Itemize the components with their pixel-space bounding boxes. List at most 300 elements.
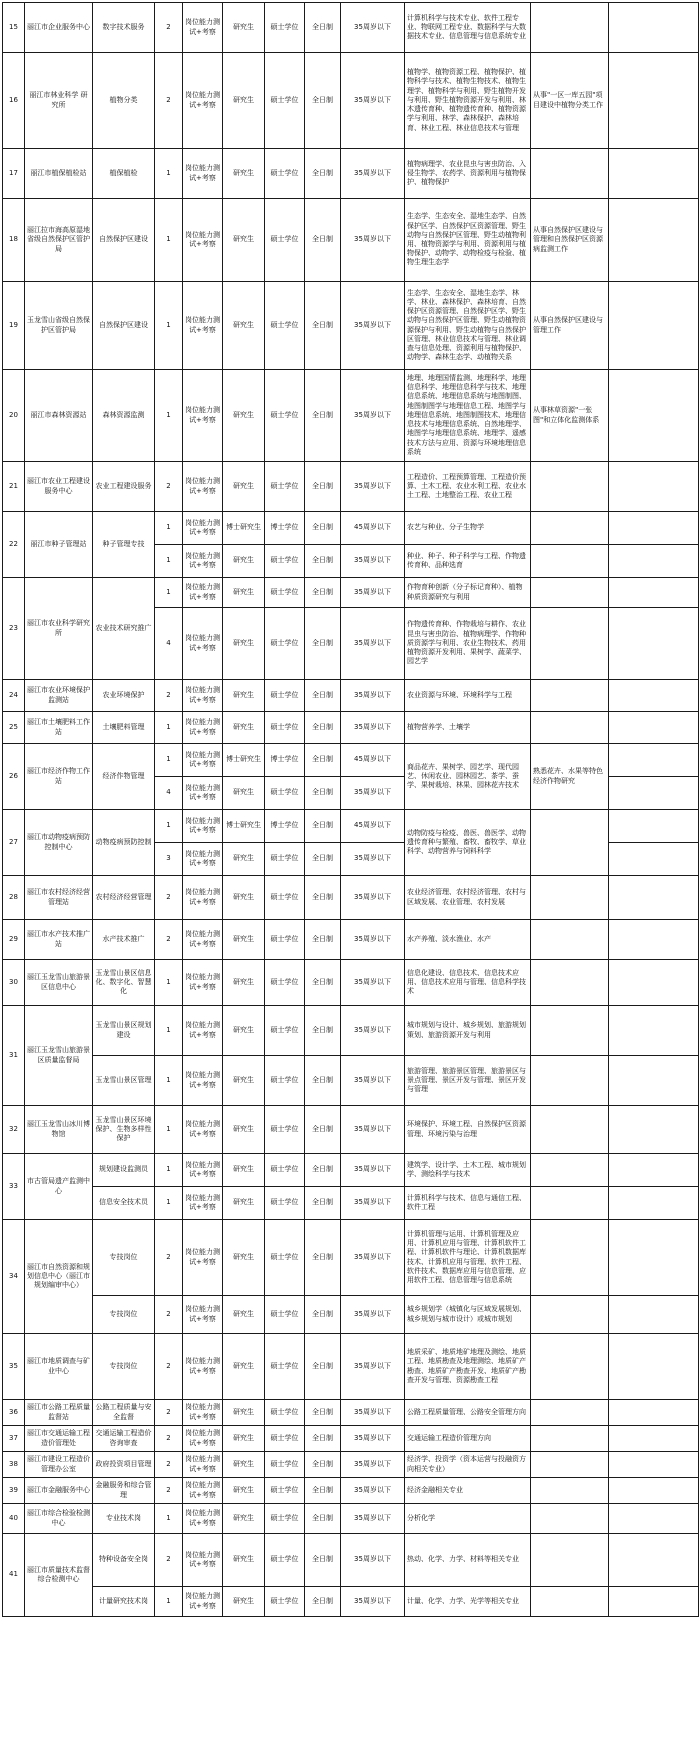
degree-cell: 硕士学位 [265, 545, 305, 578]
remarks-cell [609, 810, 699, 843]
exam-method-cell: 岗位能力测试+考察 [183, 744, 223, 777]
post-name-cell: 植保植检 [93, 149, 155, 199]
post-name-cell: 植物分类 [93, 53, 155, 149]
table-row [3, 1296, 699, 1334]
exam-method-cell: 岗位能力测试+考察 [183, 1220, 223, 1296]
age-limit-cell: 35周岁以下 [341, 1452, 405, 1478]
study-mode-cell: 全日制 [305, 1187, 341, 1220]
row-number-cell: 23 [3, 578, 25, 680]
remarks-cell [609, 1587, 699, 1617]
row-number-cell: 27 [3, 810, 25, 876]
remarks-cell [609, 1504, 699, 1534]
unit-name-cell: 丽江市金融服务中心 [25, 1478, 93, 1504]
education-cell: 研究生 [223, 1426, 265, 1452]
unit-name-cell: 市古管局遗产监测中心 [25, 1154, 93, 1220]
degree-cell: 硕士学位 [265, 578, 305, 608]
education-cell: 研究生 [223, 777, 265, 810]
other-requirement-cell [531, 3, 609, 53]
post-name-cell: 专技岗位 [93, 1334, 155, 1400]
unit-name-cell: 丽江市土壤肥料工作站 [25, 712, 93, 744]
unit-name-cell: 丽江市地质调查与矿业中心 [25, 1334, 93, 1400]
study-mode-cell: 全日制 [305, 712, 341, 744]
exam-method-cell: 岗位能力测试+考察 [183, 53, 223, 149]
row-number-cell: 33 [3, 1154, 25, 1220]
row-number-cell: 26 [3, 744, 25, 810]
row-number-cell: 25 [3, 712, 25, 744]
major-requirement-cell: 信息化建设、信息技术、信息技术应用、信息技术应用与管理、信息科学技术 [405, 960, 531, 1006]
degree-cell: 硕士学位 [265, 777, 305, 810]
row-number-cell: 36 [3, 1400, 25, 1426]
unit-name-cell: 丽江市农业科学研究所 [25, 578, 93, 680]
hire-count-cell: 2 [155, 1452, 183, 1478]
degree-cell: 硕士学位 [265, 1106, 305, 1154]
table-row [3, 1056, 699, 1106]
age-limit-cell: 35周岁以下 [341, 1426, 405, 1452]
degree-cell: 硕士学位 [265, 53, 305, 149]
row-number-cell: 38 [3, 1452, 25, 1478]
table-row [3, 1106, 699, 1154]
table-row [3, 149, 699, 199]
age-limit-cell: 35周岁以下 [341, 1587, 405, 1617]
row-number-cell: 17 [3, 149, 25, 199]
major-requirement-cell: 建筑学、设计学、土木工程、城市规划学、测绘科学与技术 [405, 1154, 531, 1187]
row-number-cell: 32 [3, 1106, 25, 1154]
other-requirement-cell [531, 1400, 609, 1426]
hire-count-cell: 1 [155, 1187, 183, 1220]
table-row [3, 1452, 699, 1478]
exam-method-cell: 岗位能力测试+考察 [183, 1534, 223, 1587]
degree-cell: 硕士学位 [265, 370, 305, 462]
other-requirement-cell [531, 1587, 609, 1617]
post-name-cell: 水产技术推广 [93, 920, 155, 960]
study-mode-cell: 全日制 [305, 1587, 341, 1617]
education-cell: 博士研究生 [223, 512, 265, 545]
study-mode-cell: 全日制 [305, 149, 341, 199]
age-limit-cell: 35周岁以下 [341, 53, 405, 149]
unit-name-cell: 丽江市森林资源站 [25, 370, 93, 462]
study-mode-cell: 全日制 [305, 608, 341, 680]
education-cell: 研究生 [223, 1154, 265, 1187]
major-requirement-cell: 水产养殖、淡水渔业、水产 [405, 920, 531, 960]
table-row [3, 1220, 699, 1296]
table-row [3, 578, 699, 608]
other-requirement-cell [531, 1296, 609, 1334]
table-row [3, 370, 699, 462]
hire-count-cell: 2 [155, 1478, 183, 1504]
hire-count-cell: 2 [155, 1334, 183, 1400]
degree-cell: 博士学位 [265, 744, 305, 777]
row-number-cell: 20 [3, 370, 25, 462]
education-cell: 研究生 [223, 578, 265, 608]
exam-method-cell: 岗位能力测试+考察 [183, 199, 223, 282]
table-row [3, 712, 699, 744]
remarks-cell [609, 1106, 699, 1154]
row-number-cell: 31 [3, 1006, 25, 1106]
hire-count-cell: 4 [155, 777, 183, 810]
age-limit-cell: 35周岁以下 [341, 1006, 405, 1056]
other-requirement-cell [531, 1426, 609, 1452]
major-requirement-cell: 植物病理学、农业昆虫与害虫防治、入侵生物学、农药学、资源利用与植物保护、植物保护 [405, 149, 531, 199]
major-requirement-cell: 旅游管理、旅游景区管理、旅游景区与景点管理、景区开发与管理、景区开发与管理 [405, 1056, 531, 1106]
unit-name-cell: 丽江市企业服务中心 [25, 3, 93, 53]
degree-cell: 硕士学位 [265, 1426, 305, 1452]
row-number-cell: 16 [3, 53, 25, 149]
degree-cell: 硕士学位 [265, 920, 305, 960]
education-cell: 研究生 [223, 1452, 265, 1478]
major-requirement-cell: 生态学、生态安全、湿地生态学、自然保护区学、自然保护区资源管理、野生动物与自然保护区管理、野生动植物利用、植物资源学与利用、资源利用与植物保护、动物学、动物检疫与检验、植物生理生态学 [405, 199, 531, 282]
other-requirement-cell [531, 462, 609, 512]
degree-cell: 硕士学位 [265, 1452, 305, 1478]
study-mode-cell: 全日制 [305, 1056, 341, 1106]
hire-count-cell: 1 [155, 960, 183, 1006]
exam-method-cell: 岗位能力测试+考察 [183, 1334, 223, 1400]
unit-name-cell: 丽江玉龙雪山旅游景区质量监督局 [25, 1006, 93, 1106]
hire-count-cell: 2 [155, 1220, 183, 1296]
exam-method-cell: 岗位能力测试+考察 [183, 545, 223, 578]
other-requirement-cell: 熟悉花卉、水果等特色经济作物研究 [531, 744, 609, 810]
unit-name-cell: 丽江市水产技术推广站 [25, 920, 93, 960]
education-cell: 研究生 [223, 712, 265, 744]
remarks-cell [609, 1534, 699, 1587]
hire-count-cell: 1 [155, 1106, 183, 1154]
exam-method-cell: 岗位能力测试+考察 [183, 777, 223, 810]
study-mode-cell: 全日制 [305, 578, 341, 608]
post-name-cell: 信息安全技术员 [93, 1187, 155, 1220]
exam-method-cell: 岗位能力测试+考察 [183, 282, 223, 370]
major-requirement-cell: 农艺与种业、分子生物学 [405, 512, 531, 545]
table-row [3, 199, 699, 282]
degree-cell: 硕士学位 [265, 199, 305, 282]
study-mode-cell: 全日制 [305, 960, 341, 1006]
study-mode-cell: 全日制 [305, 680, 341, 712]
row-number-cell: 21 [3, 462, 25, 512]
row-number-cell: 41 [3, 1534, 25, 1617]
exam-method-cell: 岗位能力测试+考察 [183, 1478, 223, 1504]
remarks-cell [609, 920, 699, 960]
age-limit-cell: 35周岁以下 [341, 462, 405, 512]
age-limit-cell: 35周岁以下 [341, 920, 405, 960]
remarks-cell [609, 370, 699, 462]
unit-name-cell: 丽江市质量技术监督综合检测中心 [25, 1534, 93, 1617]
remarks-cell [609, 876, 699, 920]
post-name-cell: 专技岗位 [93, 1296, 155, 1334]
hire-count-cell: 2 [155, 462, 183, 512]
other-requirement-cell: 从事自然保护区建设与管理和自然保护区资源病监测工作 [531, 199, 609, 282]
major-requirement-cell: 经济学、投资学（资本运营与投融资方向相关专业） [405, 1452, 531, 1478]
table-row [3, 3, 699, 53]
exam-method-cell: 岗位能力测试+考察 [183, 1400, 223, 1426]
other-requirement-cell: 从事林草资源"一张图"和立体化监测体系 [531, 370, 609, 462]
major-requirement-cell: 地质采矿、地质地矿地理及测绘、地质工程、地质勘查及地理测绘、地质矿产勘查、地质矿产勘查开发、地质矿产勘查开发与管理、资源勘查工程 [405, 1334, 531, 1400]
exam-method-cell: 岗位能力测试+考察 [183, 680, 223, 712]
age-limit-cell: 35周岁以下 [341, 1220, 405, 1296]
other-requirement-cell [531, 712, 609, 744]
post-name-cell: 专技岗位 [93, 1220, 155, 1296]
degree-cell: 硕士学位 [265, 876, 305, 920]
hire-count-cell: 1 [155, 1154, 183, 1187]
education-cell: 研究生 [223, 199, 265, 282]
exam-method-cell: 岗位能力测试+考察 [183, 578, 223, 608]
row-number-cell: 30 [3, 960, 25, 1006]
age-limit-cell: 35周岁以下 [341, 712, 405, 744]
remarks-cell [609, 608, 699, 680]
row-number-cell: 24 [3, 680, 25, 712]
hire-count-cell: 1 [155, 1504, 183, 1534]
study-mode-cell: 全日制 [305, 545, 341, 578]
remarks-cell [609, 462, 699, 512]
post-name-cell: 种子管理专技 [93, 512, 155, 578]
post-name-cell: 计量研究技术岗 [93, 1587, 155, 1617]
row-number-cell: 29 [3, 920, 25, 960]
major-requirement-cell: 动物防疫与检疫、兽医、兽医学、动物遗传育种与繁殖、畜牧、畜牧学、草业科学、动物营养与饲料科学 [405, 810, 531, 876]
study-mode-cell: 全日制 [305, 3, 341, 53]
study-mode-cell: 全日制 [305, 843, 341, 876]
post-name-cell: 公路工程质量与安全监督 [93, 1400, 155, 1426]
education-cell: 研究生 [223, 1106, 265, 1154]
major-requirement-cell: 计算机管理与运用、计算机管理及应用、计算机应用与管理、计算机软件工程、计算机软件与理论、计算机数据库技术、计算机应用与管理、软件工程、软件技术、数据库应用与信息管理、应用软件工程、信息管理与信息系统 [405, 1220, 531, 1296]
post-name-cell: 玉龙雪山景区信息化、数字化、智慧化 [93, 960, 155, 1006]
age-limit-cell: 35周岁以下 [341, 1334, 405, 1400]
table-row [3, 876, 699, 920]
hire-count-cell: 2 [155, 680, 183, 712]
study-mode-cell: 全日制 [305, 370, 341, 462]
age-limit-cell: 35周岁以下 [341, 1478, 405, 1504]
hire-count-cell: 1 [155, 578, 183, 608]
other-requirement-cell [531, 1154, 609, 1187]
hire-count-cell: 1 [155, 545, 183, 578]
remarks-cell [609, 1187, 699, 1220]
remarks-cell [609, 53, 699, 149]
hire-count-cell: 4 [155, 608, 183, 680]
post-name-cell: 玉龙雪山景区规划建设 [93, 1006, 155, 1056]
education-cell: 研究生 [223, 149, 265, 199]
remarks-cell [609, 578, 699, 608]
exam-method-cell: 岗位能力测试+考察 [183, 462, 223, 512]
unit-name-cell: 丽江玉龙雪山冰川博物馆 [25, 1106, 93, 1154]
study-mode-cell: 全日制 [305, 1534, 341, 1587]
unit-name-cell: 丽江市种子管理站 [25, 512, 93, 578]
unit-name-cell: 丽江市林业科学 研究所 [25, 53, 93, 149]
remarks-cell [609, 1334, 699, 1400]
remarks-cell [609, 1056, 699, 1106]
age-limit-cell: 35周岁以下 [341, 282, 405, 370]
exam-method-cell: 岗位能力测试+考察 [183, 608, 223, 680]
degree-cell: 硕士学位 [265, 1296, 305, 1334]
table-row [3, 282, 699, 370]
hire-count-cell: 1 [155, 282, 183, 370]
other-requirement-cell [531, 1056, 609, 1106]
row-number-cell: 19 [3, 282, 25, 370]
remarks-cell [609, 1426, 699, 1452]
exam-method-cell: 岗位能力测试+考察 [183, 876, 223, 920]
age-limit-cell: 45周岁以下 [341, 744, 405, 777]
remarks-cell [609, 1478, 699, 1504]
other-requirement-cell [531, 1504, 609, 1534]
exam-method-cell: 岗位能力测试+考察 [183, 1452, 223, 1478]
hire-count-cell: 1 [155, 1587, 183, 1617]
post-name-cell: 玉龙雪山景区管理 [93, 1056, 155, 1106]
post-name-cell: 数字技术服务 [93, 3, 155, 53]
age-limit-cell: 35周岁以下 [341, 777, 405, 810]
degree-cell: 硕士学位 [265, 1478, 305, 1504]
unit-name-cell: 丽江拉市海高原湿地省级自然保护区管护局 [25, 199, 93, 282]
hire-count-cell: 2 [155, 53, 183, 149]
education-cell: 研究生 [223, 53, 265, 149]
exam-method-cell: 岗位能力测试+考察 [183, 1154, 223, 1187]
study-mode-cell: 全日制 [305, 1296, 341, 1334]
remarks-cell [609, 512, 699, 545]
hire-count-cell: 2 [155, 1534, 183, 1587]
age-limit-cell: 35周岁以下 [341, 608, 405, 680]
other-requirement-cell [531, 680, 609, 712]
major-requirement-cell: 城市规划与设计、城乡规划、旅游规划策划、旅游资源开发与利用 [405, 1006, 531, 1056]
remarks-cell [609, 1154, 699, 1187]
other-requirement-cell [531, 149, 609, 199]
education-cell: 研究生 [223, 680, 265, 712]
other-requirement-cell [531, 545, 609, 578]
post-name-cell: 规划建设监测员 [93, 1154, 155, 1187]
row-number-cell: 40 [3, 1504, 25, 1534]
remarks-cell [609, 777, 699, 810]
age-limit-cell: 45周岁以下 [341, 810, 405, 843]
education-cell: 研究生 [223, 282, 265, 370]
post-name-cell: 农业工程建设服务 [93, 462, 155, 512]
hire-count-cell: 1 [155, 149, 183, 199]
row-number-cell: 15 [3, 3, 25, 53]
education-cell: 研究生 [223, 1220, 265, 1296]
degree-cell: 硕士学位 [265, 1056, 305, 1106]
unit-name-cell: 丽江市综合检验检测中心 [25, 1504, 93, 1534]
exam-method-cell: 岗位能力测试+考察 [183, 1504, 223, 1534]
row-number-cell: 34 [3, 1220, 25, 1334]
unit-name-cell: 丽江市动物疫病预防控制中心 [25, 810, 93, 876]
unit-name-cell: 丽江市农业环境保护监测站 [25, 680, 93, 712]
education-cell: 研究生 [223, 545, 265, 578]
age-limit-cell: 35周岁以下 [341, 199, 405, 282]
post-name-cell: 森林资源监测 [93, 370, 155, 462]
table-row [3, 1587, 699, 1617]
major-requirement-cell: 植物学、植物资源工程、植物保护、植物科学与技术、植物生物技术、植物生理学、植物科学与利用、野生植物开发与利用、野生植物资源开发与利用、林木遗传育种、植物遗传育种、植物资源学与利用、林学、森林保护、森林培育、林业工程、林业信息技术与管理 [405, 53, 531, 149]
age-limit-cell: 35周岁以下 [341, 960, 405, 1006]
major-requirement-cell: 农业经济管理、农村经济管理、农村与区域发展、农业管理、农村发展 [405, 876, 531, 920]
post-name-cell: 农业技术研究推广 [93, 578, 155, 680]
table-row [3, 1478, 699, 1504]
table-row [3, 960, 699, 1006]
table-row [3, 1006, 699, 1056]
degree-cell: 硕士学位 [265, 1187, 305, 1220]
other-requirement-cell [531, 1106, 609, 1154]
row-number-cell: 18 [3, 199, 25, 282]
other-requirement-cell [531, 810, 609, 876]
major-requirement-cell: 经济金融相关专业 [405, 1478, 531, 1504]
hire-count-cell: 2 [155, 876, 183, 920]
education-cell: 研究生 [223, 843, 265, 876]
education-cell: 研究生 [223, 1334, 265, 1400]
study-mode-cell: 全日制 [305, 1334, 341, 1400]
other-requirement-cell [531, 512, 609, 545]
hire-count-cell: 2 [155, 1296, 183, 1334]
major-requirement-cell: 地理、地理国情监测、地理科学、地理信息科学、地理信息科学与技术、地理信息系统、地理信息系统与地图制图、地图制图学与地理信息工程、地图学与地理信息系统、地图制图技术、地理信息技术与地理信息系统、自然地理学、地图学与地理信息系统、地理学、遥感技术方法与应用、资源与环境地理信息系统 [405, 370, 531, 462]
study-mode-cell: 全日制 [305, 53, 341, 149]
table-row [3, 1334, 699, 1400]
hire-count-cell: 1 [155, 810, 183, 843]
post-name-cell: 政府投资项目管理 [93, 1452, 155, 1478]
study-mode-cell: 全日制 [305, 876, 341, 920]
table-row [3, 1426, 699, 1452]
hire-count-cell: 2 [155, 920, 183, 960]
remarks-cell [609, 680, 699, 712]
education-cell: 研究生 [223, 876, 265, 920]
table-row [3, 810, 699, 843]
degree-cell: 硕士学位 [265, 3, 305, 53]
major-requirement-cell: 分析化学 [405, 1504, 531, 1534]
exam-method-cell: 岗位能力测试+考察 [183, 1106, 223, 1154]
unit-name-cell: 丽江市建设工程造价管理办公室 [25, 1452, 93, 1478]
unit-name-cell: 丽江玉龙雪山旅游景区信息中心 [25, 960, 93, 1006]
degree-cell: 硕士学位 [265, 680, 305, 712]
study-mode-cell: 全日制 [305, 1478, 341, 1504]
education-cell: 研究生 [223, 1006, 265, 1056]
remarks-cell [609, 199, 699, 282]
other-requirement-cell [531, 1452, 609, 1478]
hire-count-cell: 2 [155, 3, 183, 53]
education-cell: 研究生 [223, 3, 265, 53]
study-mode-cell: 全日制 [305, 282, 341, 370]
major-requirement-cell: 环境保护、环境工程、自然保护区资源管理、环境污染与治理 [405, 1106, 531, 1154]
education-cell: 研究生 [223, 1478, 265, 1504]
post-name-cell: 农村经济经营管理 [93, 876, 155, 920]
age-limit-cell: 35周岁以下 [341, 1296, 405, 1334]
table-row [3, 744, 699, 777]
remarks-cell [609, 282, 699, 370]
degree-cell: 硕士学位 [265, 149, 305, 199]
hire-count-cell: 1 [155, 370, 183, 462]
hire-count-cell: 2 [155, 1426, 183, 1452]
table-row [3, 1400, 699, 1426]
exam-method-cell: 岗位能力测试+考察 [183, 1187, 223, 1220]
other-requirement-cell: 从事自然保护区建设与管理工作 [531, 282, 609, 370]
remarks-cell [609, 3, 699, 53]
unit-name-cell: 丽江市经济作物工作站 [25, 744, 93, 810]
study-mode-cell: 全日制 [305, 1504, 341, 1534]
age-limit-cell: 35周岁以下 [341, 1504, 405, 1534]
major-requirement-cell: 热动、化学、力学、材料等相关专业 [405, 1534, 531, 1587]
post-name-cell: 自然保护区建设 [93, 199, 155, 282]
age-limit-cell: 35周岁以下 [341, 1187, 405, 1220]
education-cell: 研究生 [223, 1534, 265, 1587]
age-limit-cell: 35周岁以下 [341, 680, 405, 712]
degree-cell: 硕士学位 [265, 1334, 305, 1400]
table-row [3, 1187, 699, 1220]
hire-count-cell: 1 [155, 1056, 183, 1106]
study-mode-cell: 全日制 [305, 462, 341, 512]
education-cell: 研究生 [223, 462, 265, 512]
degree-cell: 硕士学位 [265, 1534, 305, 1587]
education-cell: 博士研究生 [223, 810, 265, 843]
age-limit-cell: 35周岁以下 [341, 545, 405, 578]
major-requirement-cell: 作物遗传育种、作物栽培与耕作、农业昆虫与害虫防治、植物病理学、作物种质资源学与利用、农业生物技术、药用植物资源开发利用、果树学、蔬菜学、园艺学 [405, 608, 531, 680]
major-requirement-cell: 工程造价、工程预算管理、工程造价预算、土木工程、农业水利工程、农业水土工程、土地整治工程、农业工程 [405, 462, 531, 512]
major-requirement-cell: 城乡规划学（城镇化与区域发展规划、城乡规划与城市设计）或城市规划 [405, 1296, 531, 1334]
education-cell: 研究生 [223, 1056, 265, 1106]
exam-method-cell: 岗位能力测试+考察 [183, 3, 223, 53]
hire-count-cell: 1 [155, 199, 183, 282]
study-mode-cell: 全日制 [305, 744, 341, 777]
degree-cell: 硕士学位 [265, 1400, 305, 1426]
other-requirement-cell [531, 608, 609, 680]
unit-name-cell: 丽江市农村经济经营管理站 [25, 876, 93, 920]
exam-method-cell: 岗位能力测试+考察 [183, 512, 223, 545]
